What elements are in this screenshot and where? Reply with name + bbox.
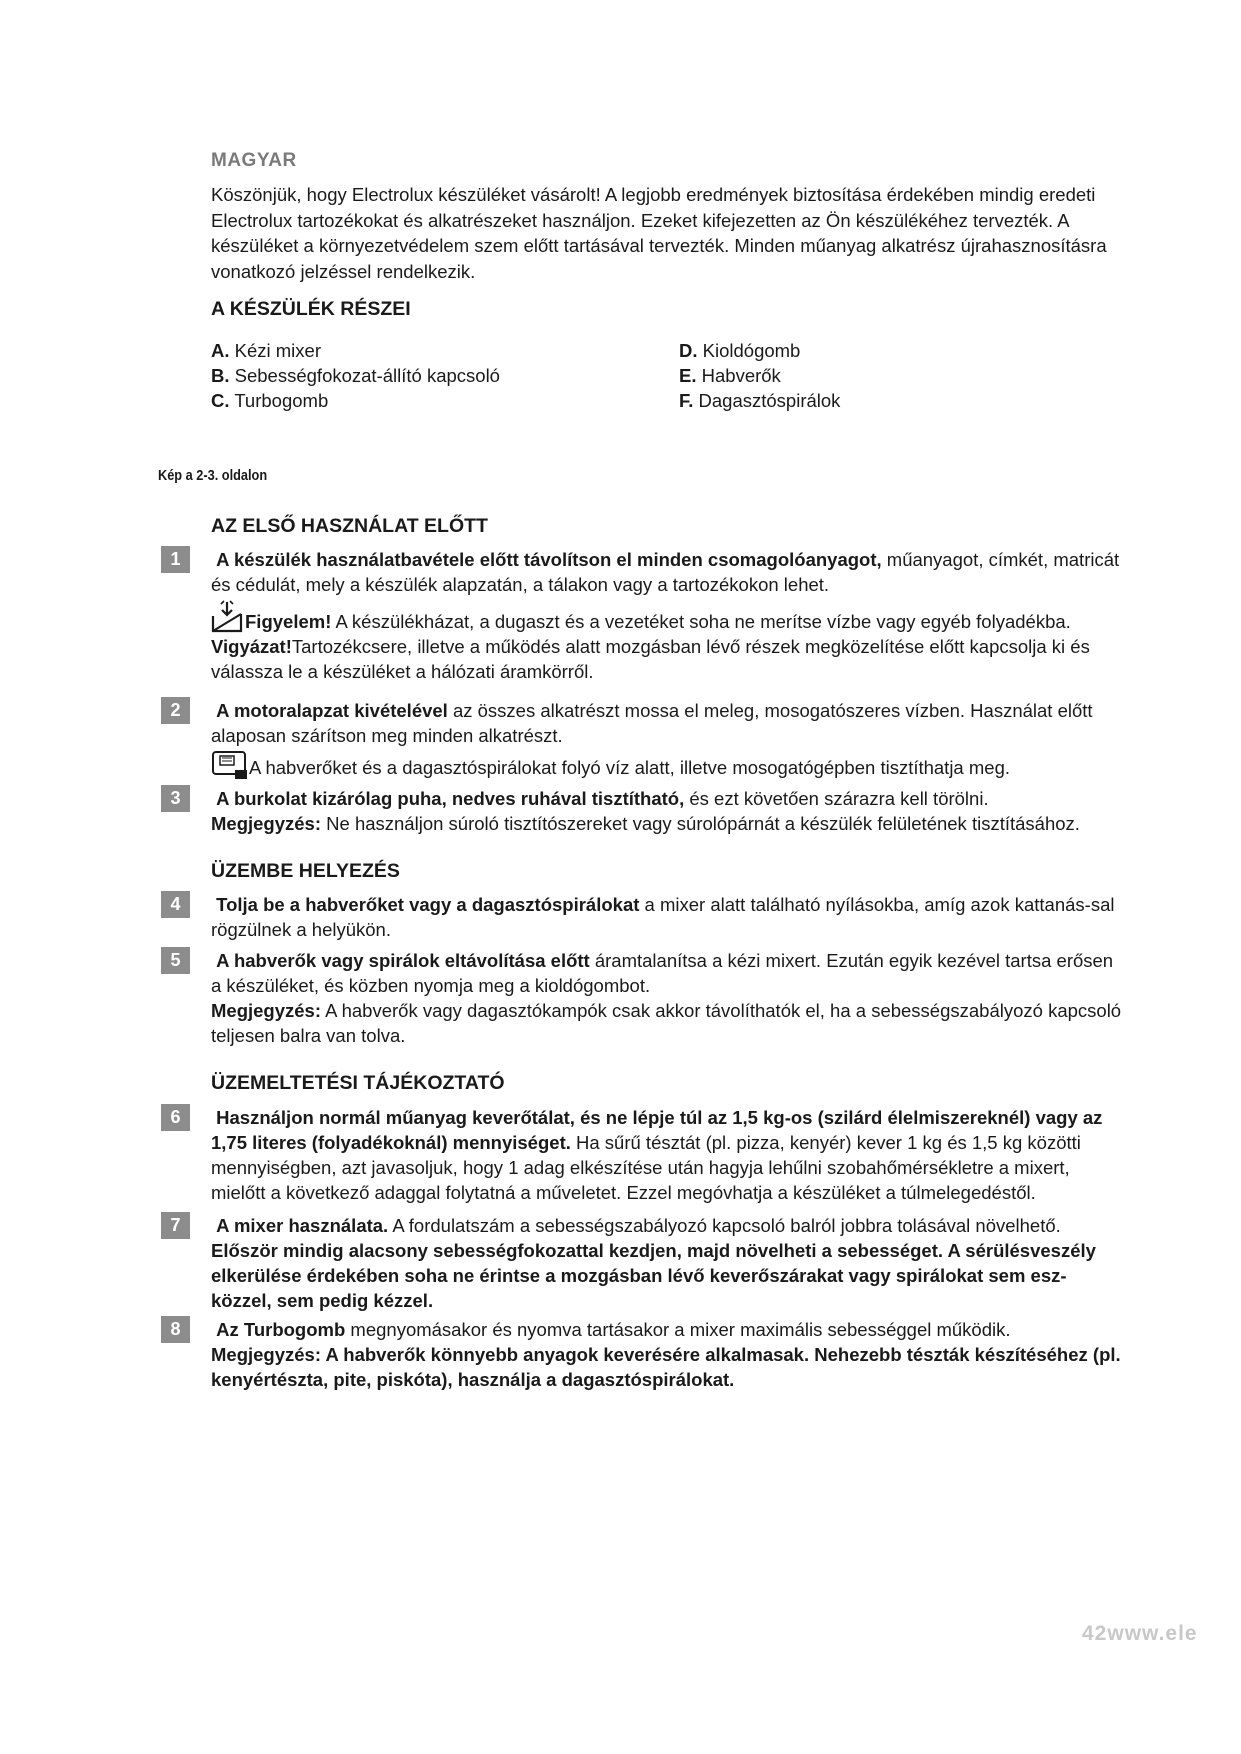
part-label: Dagasztóspirálok	[698, 390, 841, 411]
step-bold-text: A mixer használata.	[216, 1215, 389, 1236]
part-letter: E.	[679, 365, 697, 386]
intro-paragraph: Köszönjük, hogy Electrolux készüléket vásárolt! A legjobb eredmények biztosítása érdekében mindig eredeti Electrolux tartozékokat és alkatrészeket használjon. Ezeket kifejezetten az Ön készülékéhez tervezték. A készüléket a környezetvédelem szem előtt tartásával tervezték. Minden műanyag alkatrész újrahasznosításra vonatkozó jelzéssel rendelkezik.	[211, 184, 1107, 282]
warning-label: Figyelem!	[245, 611, 332, 632]
figure-reference: Kép a 2-3. oldalon	[158, 467, 268, 484]
step-6-text	[211, 1105, 1126, 1205]
part-item-d	[679, 338, 840, 363]
part-label: Sebességfokozat-állító kapcsoló	[234, 365, 500, 386]
step-bold-text: Tolja be a habverőket vagy a dagasztóspirálokat	[216, 894, 640, 915]
section-heading-setup: ÜZEMBE HELYEZÉS	[211, 860, 400, 882]
part-label: Habverők	[701, 365, 781, 386]
step-bold-text: A készülék használatbavétele előtt távolítson el minden csomagolóanyagot,	[216, 549, 882, 570]
note-text: Ne használjon súroló tisztítószereket vagy súrolópárnát a készülék felületének tisztításához.	[321, 813, 1080, 834]
step-8-text	[211, 1317, 1126, 1392]
step-body-text: az összes alkatrészt mossa el meleg, mosogatószeres vízben. Használat előtt alaposan szárítson meg minden alkatrészt.	[211, 700, 1093, 746]
part-item-c	[211, 388, 500, 413]
part-letter: B.	[211, 365, 230, 386]
step-number-badge: 3	[161, 785, 190, 812]
step-1-text	[211, 547, 1126, 597]
step-5-text	[211, 948, 1126, 1048]
step-number-badge: 7	[161, 1212, 190, 1239]
step-bold-warning: Először mindig alacsony sebességfokozattal kezdjen, majd növelheti a sebességet. A sérülésveszély elkerülése érdekében soha ne érintse a mozgásban lévő keverőszárakat vagy spirálokat sem esz-közzel, sem pedig kézzel.	[211, 1240, 1096, 1311]
part-letter: F.	[679, 390, 694, 411]
part-item-e	[679, 363, 840, 388]
part-item-a	[211, 338, 500, 363]
step-body-text: és ezt követően szárazra kell törölni.	[684, 788, 989, 809]
step-3-text	[211, 786, 1126, 836]
note-label: Megjegyzés:	[211, 813, 322, 834]
part-item-f	[679, 388, 840, 413]
section-heading-operation: ÜZEMELTETÉSI TÁJÉKOZTATÓ	[211, 1072, 505, 1094]
caution-label: Vigyázat!	[211, 636, 292, 657]
step-bold-text: Az Turbogomb	[216, 1319, 346, 1340]
step-body-text: áramtalanítsa a kézi mixert. Ezután egyik kezével tartsa erősen a készüléket, és közben nyomja meg a kioldógombot.	[211, 950, 1114, 996]
step-bold-text: Használjon normál műanyag keverőtálat, és ne lépje túl az 1,5 kg-os (szilárd élelmiszereknél) vagy az 1,75 literes (folyadékoknál) mennyiséget.	[211, 1107, 1103, 1153]
step-number-badge: 2	[161, 697, 190, 724]
step-number-badge: 1	[161, 546, 190, 573]
step-body-text: műanyagot, címkét, matricát és cédulát, mely a készülék alapzatán, a tálakon vagy a tartozékokon lehet.	[211, 549, 1120, 595]
language-heading: MAGYAR	[211, 150, 297, 171]
step-number-badge: 8	[161, 1316, 190, 1343]
note-label: Megjegyzés:	[211, 1000, 322, 1021]
step-1-warning	[211, 600, 1126, 684]
part-item-b	[211, 363, 500, 388]
step-body-text: megnyomásakor és nyomva tartásakor a mixer maximális sebességgel működik.	[345, 1319, 1011, 1340]
part-label: Turbogomb	[234, 390, 329, 411]
no-immersion-warning-icon	[211, 600, 243, 634]
part-letter: C.	[211, 390, 230, 411]
note-text: A habverők vagy dagasztókampók csak akkor távolíthatók el, ha a sebességszabályozó kapcsoló teljesen balra van tolva.	[211, 1000, 1122, 1046]
parts-column-right	[679, 338, 840, 413]
watermark-text: 42www.ele	[1082, 1622, 1198, 1645]
step-bold-text: A habverők vagy spirálok eltávolítása előtt	[216, 950, 590, 971]
warning-text: A készülékházat, a dugaszt és a vezetéket soha ne merítse vízbe vagy egyéb folyadékba.	[331, 611, 1071, 632]
step-bold-text: A motoralapzat kivételével	[216, 700, 448, 721]
step-note-text: A habverőket és a dagasztóspirálokat folyó víz alatt, illetve mosogatógépben tisztíthatja meg.	[249, 757, 1010, 778]
step-body-text: A fordulatszám a sebességszabályozó kapcsoló balról jobbra tolásával növelhető.	[388, 1215, 1061, 1236]
step-body-text: Ha sűrű tésztát (pl. pizza, kenyér) kever 1 kg és 1,5 kg közötti mennyiségben, azt javasoljuk, hogy 1 adag elkészítése után hagyja lehűlni szobahőmérsékletre a mixert, mielőtt a következő adaggal folytatná a műveletet. Ezzel megóvhatja a készüléket a túlmelegedéstől.	[211, 1132, 1081, 1203]
step-body-text: a mixer alatt található nyílásokba, amíg azok kattanás-sal rögzülnek a helyükön.	[211, 894, 1115, 940]
section-heading-first-use: AZ ELSŐ HASZNÁLAT ELŐTT	[211, 515, 488, 537]
step-2-note	[211, 750, 1126, 780]
step-number-badge: 4	[161, 891, 190, 918]
step-number-badge: 6	[161, 1104, 190, 1131]
dishwasher-safe-icon	[211, 750, 247, 780]
part-letter: D.	[679, 340, 698, 361]
part-letter: A.	[211, 340, 230, 361]
step-2-text	[211, 698, 1126, 748]
part-label: Kioldógomb	[702, 340, 801, 361]
parts-heading: A KÉSZÜLÉK RÉSZEI	[211, 298, 411, 320]
part-label: Kézi mixer	[234, 340, 321, 361]
step-number-badge: 5	[161, 947, 190, 974]
note-bold-text: Megjegyzés: A habverők könnyebb anyagok keverésére alkalmasak. Nehezebb tészták készítéséhez (pl. kenyértészta, pite, piskóta), használja a dagasztóspirálokat.	[211, 1344, 1121, 1390]
caution-text: Tartozékcsere, illetve a működés alatt mozgásban lévő részek megközelítése előtt kapcsolja ki és válassza le a készüléket a hálózati áramkörről.	[211, 636, 1090, 682]
step-7-text	[211, 1213, 1126, 1313]
parts-column-left	[211, 338, 500, 413]
step-bold-text: A burkolat kizárólag puha, nedves ruhával tisztítható,	[216, 788, 685, 809]
step-4-text	[211, 892, 1126, 942]
